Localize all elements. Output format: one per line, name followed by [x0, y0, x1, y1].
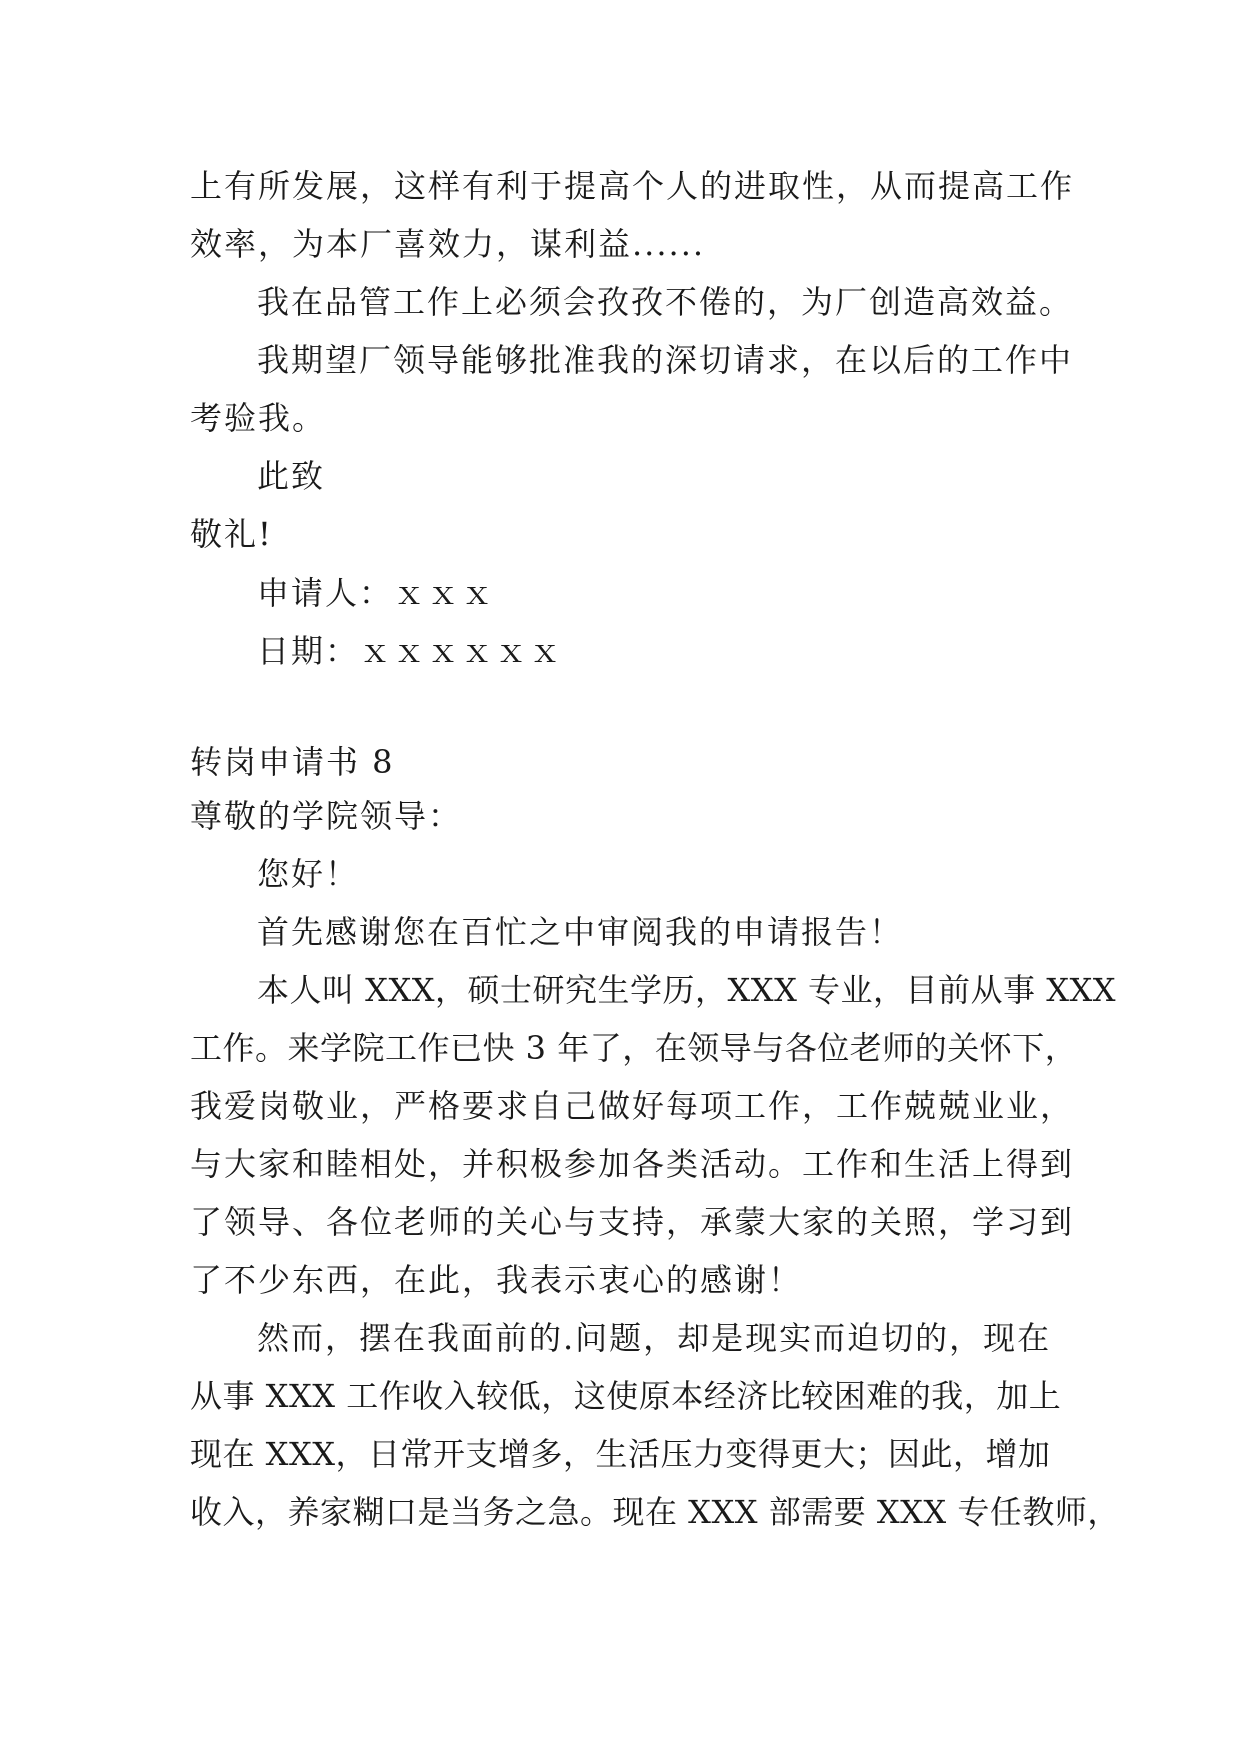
applicant-line: 申请人：ｘｘｘ: [257, 574, 496, 612]
paragraph-line: 了不少东西，在此，我表示衷心的感谢！: [190, 1261, 803, 1299]
paragraph-line: 了领导、各位老师的关心与支持，承蒙大家的关照，学习到: [190, 1203, 1075, 1241]
paragraph-line: 考验我。: [190, 399, 327, 437]
paragraph-line: 与大家和睦相处，并积极参加各类活动。工作和生活上得到: [190, 1145, 1075, 1183]
section-title: 转岗申请书 8: [190, 743, 395, 781]
closing-salutation: 此致: [257, 457, 326, 495]
paragraph-line: 我爱岗敬业，严格要求自己做好每项工作，工作兢兢业业，: [190, 1087, 1075, 1125]
paragraph-line: 收入，养家糊口是当务之急。现在 XXX 部需要 XXX 专任教师，: [190, 1493, 1120, 1531]
paragraph-line: 我在品管工作上必须会孜孜不倦的，为厂创造高效益。: [257, 283, 1074, 321]
paragraph-line: 本人叫 XXX，硕士研究生学历，XXX 专业，目前从事 XXX: [257, 971, 1117, 1009]
date-line: 日期：ｘｘｘｘｘｘ: [257, 632, 564, 670]
paragraph-line: 首先感谢您在百忙之中审阅我的申请报告！: [257, 913, 904, 951]
paragraph-line: 效率，为本厂喜效力，谋利益......: [190, 225, 706, 263]
closing-regards: 敬礼!: [190, 515, 273, 553]
paragraph-line: 然而，摆在我面前的.问题，却是现实而迫切的，现在: [257, 1319, 1052, 1357]
addressee-line: 尊敬的学院领导：: [190, 797, 463, 835]
paragraph-line: 我期望厂领导能够批准我的深切请求，在以后的工作中: [257, 341, 1074, 379]
paragraph-line: 现在 XXX，日常开支增多，生活压力变得更大；因此，增加: [190, 1435, 1051, 1473]
greeting-line: 您好！: [257, 855, 360, 893]
paragraph-line: 工作。来学院工作已快 3 年了，在领导与各位老师的关怀下，: [190, 1029, 1078, 1067]
paragraph-line: 从事 XXX 工作收入较低，这使原本经济比较困难的我，加上: [190, 1377, 1062, 1415]
paragraph-line: 上有所发展，这样有利于提高个人的进取性，从而提高工作: [190, 167, 1075, 205]
